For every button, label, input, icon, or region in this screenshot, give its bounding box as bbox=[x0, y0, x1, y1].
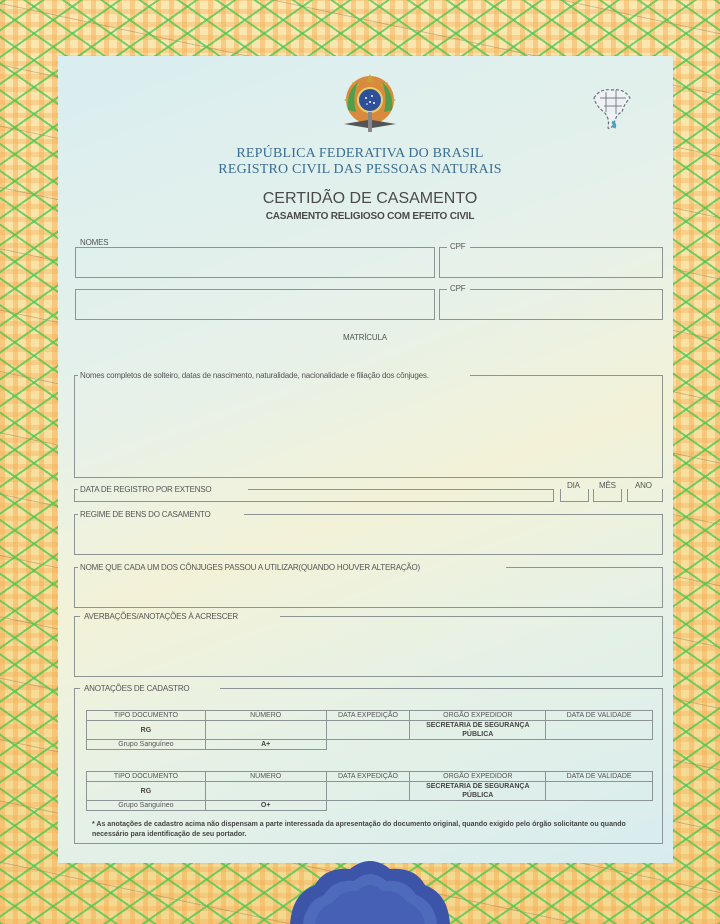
blood-label: Grupo Sanguíneo bbox=[87, 801, 206, 811]
blood-value: A+ bbox=[205, 740, 326, 750]
empty-cell bbox=[326, 801, 652, 811]
header-data-expedicao: DATA EXPEDIÇÃO bbox=[326, 772, 410, 782]
orgao-value: SECRETARIA DE SEGURANÇA PÚBLICA bbox=[410, 782, 546, 801]
ano-label: ANO bbox=[635, 481, 652, 490]
nome-utilizar-field[interactable] bbox=[74, 567, 663, 608]
blood-row bbox=[87, 801, 653, 811]
data-expedicao-value bbox=[326, 721, 410, 740]
name-field-2[interactable] bbox=[75, 289, 435, 320]
registry-title: REGISTRO CIVIL DAS PESSOAS NATURAIS bbox=[218, 162, 502, 177]
empty-cell bbox=[326, 740, 652, 750]
header-orgao: ORGÃO EXPEDIDOR bbox=[410, 772, 546, 782]
blood-value: O+ bbox=[205, 801, 326, 811]
divider bbox=[439, 247, 447, 248]
header-validade: DATA DE VALIDADE bbox=[546, 711, 653, 721]
document-title: CERTIDÃO DE CASAMENTO bbox=[262, 190, 478, 207]
nome-utilizar-label: NOME QUE CADA UM DOS CÔNJUGES PASSOU A UTILIZAR(QUANDO HOUVER ALTERAÇÃO) bbox=[80, 563, 421, 572]
tipo-value: RG bbox=[87, 782, 206, 801]
divider bbox=[439, 289, 447, 290]
cpf-label-1: CPF bbox=[450, 242, 466, 251]
divider bbox=[74, 616, 80, 617]
cadastro-footnote: * As anotações de cadastro acima não dispensam a parte interessada da apresentação do documento original, quando exigido pelo órgão solicitante ou quando necessário para identificação de seu portador. bbox=[92, 821, 626, 838]
divider bbox=[506, 567, 663, 568]
divider bbox=[280, 616, 663, 617]
nomes-label: NOMES bbox=[80, 238, 109, 247]
header-numero: NÚMERO bbox=[205, 772, 326, 782]
averbacoes-label: AVERBAÇÕES/ANOTAÇÕES À ACRESCER bbox=[84, 612, 238, 621]
validade-value bbox=[546, 782, 653, 801]
table-row bbox=[87, 782, 653, 801]
brazil-map-watermark-icon bbox=[590, 84, 634, 136]
divider bbox=[248, 489, 554, 490]
header-validade: DATA DE VALIDADE bbox=[546, 772, 653, 782]
divider bbox=[74, 688, 80, 689]
anotacoes-label: ANOTAÇÕES DE CADASTRO bbox=[84, 684, 190, 693]
conjuges-label: Nomes completos de solteiro, datas de nascimento, naturalidade, nacionalidade e filiação dos cônjuges. bbox=[80, 371, 429, 380]
blood-row bbox=[87, 740, 653, 750]
divider bbox=[74, 567, 78, 568]
dia-label: DIA bbox=[567, 481, 580, 490]
cadastro-table-2 bbox=[86, 771, 653, 811]
divider bbox=[470, 247, 663, 248]
orgao-value: SECRETARIA DE SEGURANÇA PÚBLICA bbox=[410, 721, 546, 740]
document-subtitle: CASAMENTO RELIGIOSO COM EFEITO CIVIL bbox=[265, 211, 475, 222]
ano-field[interactable] bbox=[627, 489, 663, 502]
table-header-row bbox=[87, 711, 653, 721]
mes-label: MÊS bbox=[599, 481, 616, 490]
numero-value bbox=[205, 782, 326, 801]
blood-label: Grupo Sanguíneo bbox=[87, 740, 206, 750]
header-tipo: TIPO DOCUMENTO bbox=[87, 772, 206, 782]
mes-field[interactable] bbox=[593, 489, 622, 502]
divider bbox=[244, 514, 663, 515]
tipo-value: RG bbox=[87, 721, 206, 740]
averbacoes-field[interactable] bbox=[74, 616, 663, 677]
divider bbox=[220, 688, 663, 689]
cpf-field-2[interactable] bbox=[439, 289, 663, 320]
conjuges-field[interactable] bbox=[74, 375, 663, 478]
table-row bbox=[87, 721, 653, 740]
table-header-row bbox=[87, 772, 653, 782]
divider bbox=[74, 514, 78, 515]
cpf-label-2: CPF bbox=[450, 284, 466, 293]
header-data-expedicao: DATA EXPEDIÇÃO bbox=[326, 711, 410, 721]
numero-value bbox=[205, 721, 326, 740]
name-field-1[interactable] bbox=[75, 247, 435, 278]
regime-field[interactable] bbox=[74, 514, 663, 555]
divider bbox=[470, 375, 663, 376]
divider bbox=[470, 289, 663, 290]
data-expedicao-value bbox=[326, 782, 410, 801]
header-numero: NÚMERO bbox=[205, 711, 326, 721]
official-seal-icon bbox=[280, 855, 460, 924]
republic-title: REPÚBLICA FEDERATIVA DO BRASIL bbox=[236, 146, 484, 161]
brazil-coat-of-arms-icon bbox=[338, 72, 402, 138]
dia-field[interactable] bbox=[560, 489, 589, 502]
header-orgao: ORGÃO EXPEDIDOR bbox=[410, 711, 546, 721]
validade-value bbox=[546, 721, 653, 740]
divider bbox=[74, 489, 78, 490]
cpf-field-1[interactable] bbox=[439, 247, 663, 278]
data-registro-label: DATA DE REGISTRO POR EXTENSO bbox=[80, 485, 212, 494]
divider bbox=[74, 375, 78, 376]
header-tipo: TIPO DOCUMENTO bbox=[87, 711, 206, 721]
matricula-label: MATRÍCULA bbox=[343, 333, 387, 342]
cadastro-table-1 bbox=[86, 710, 653, 750]
regime-label: REGIME DE BENS DO CASAMENTO bbox=[80, 510, 211, 519]
